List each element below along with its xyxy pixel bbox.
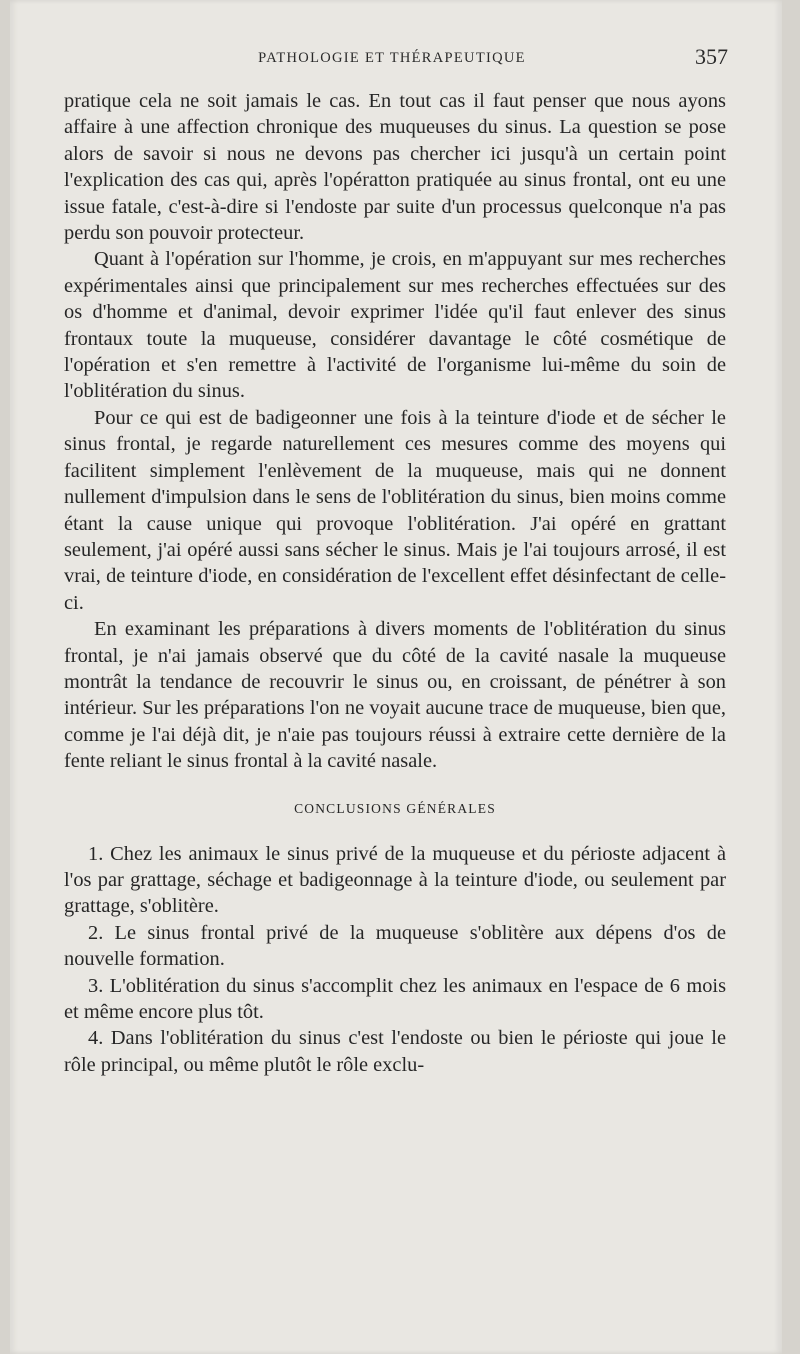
section-heading: CONCLUSIONS GÉNÉRALES: [294, 800, 496, 816]
conclusion-item: 3. L'oblitération du sinus s'accomplit chez les animaux en l'espace de 6 mois et même encore plus tôt.: [64, 974, 726, 1023]
paragraph: Pour ce qui est de badigeonner une fois à la teinture d'iode et de sécher le sinus frontal, je regarde naturellement ces mesures comme des moyens qui facilitent simplement l'enlèvement de la muqueuse, mais qui ne donnent nullement d'impulsion dans le sens de l'oblitération du sinus, bien moins comme étant la cause unique qui provoque l'oblitération. J'ai opéré en grattant seulement, j'ai opéré aussi sans sécher le sinus. Mais je l'ai toujours arrosé, il est vrai, de teinture d'iode, en considération de l'excellent effet désinfectant de celle-ci.: [64, 406, 726, 614]
paragraph: Quant à l'opération sur l'homme, je crois, en m'appuyant sur mes recherches expérimentales ainsi que principalement sur mes recherches effectuées sur des os d'homme et d'animal, devoir exprimer l'idée qu'il faut enlever des sinus frontaux toute la muqueuse, considérer davantage le côté cosmétique de l'opération et s'en remettre à l'activité de l'organisme lui-même du soin de l'oblitération du sinus.: [64, 248, 726, 403]
page-number: 357: [695, 44, 728, 69]
conclusions-list: [64, 841, 726, 1079]
running-header: [56, 44, 728, 74]
running-title: PATHOLOGIE ET THÉRAPEUTIQUE: [258, 50, 526, 66]
paragraph-continued: pratique cela ne soit jamais le cas. En tout cas il faut penser que nous ayons affaire à une affection chronique des muqueuses du sinus. La question se pose alors de savoir si nous ne devons pas chercher ici jusqu'à un certain point l'explication des cas qui, après l'opératton pratiquée au sinus frontal, ont eu une issue fatale, c'est-à-dire si l'endoste par suite d'un processus quelconque n'a pas perdu son pouvoir protecteur.: [64, 90, 726, 245]
conclusion-item: 2. Le sinus frontal privé de la muqueuse s'oblitère aux dépens d'os de nouvelle formation.: [64, 921, 726, 971]
conclusion-item: 4. Dans l'oblitération du sinus c'est l'endoste ou bien le périoste qui joue le rôle principal, ou même plutôt le rôle exclu-: [64, 1027, 726, 1076]
paragraph: En examinant les préparations à divers moments de l'oblitération du sinus frontal, je n'ai jamais observé que du côté de la cavité nasale la muqueuse montrât la tendance de recouvrir le sinus ou, en croissant, de pénétrer à son intérieur. Sur les préparations l'on ne voyait aucune trace de muqueuse, bien que, comme je l'ai déjà dit, je n'aie pas toujours réussi à extraire cette dernière de la fente reliant le sinus frontal à la cavité nasale.: [64, 618, 726, 773]
book-page: [10, 0, 782, 1354]
conclusion-item: 1. Chez les animaux le sinus privé de la muqueuse et du périoste adjacent à l'os par grattage, séchage et badigeonnage à la teinture d'iode, ou seulement par grattage, s'oblitère.: [64, 842, 726, 918]
body-text: [64, 88, 726, 1078]
